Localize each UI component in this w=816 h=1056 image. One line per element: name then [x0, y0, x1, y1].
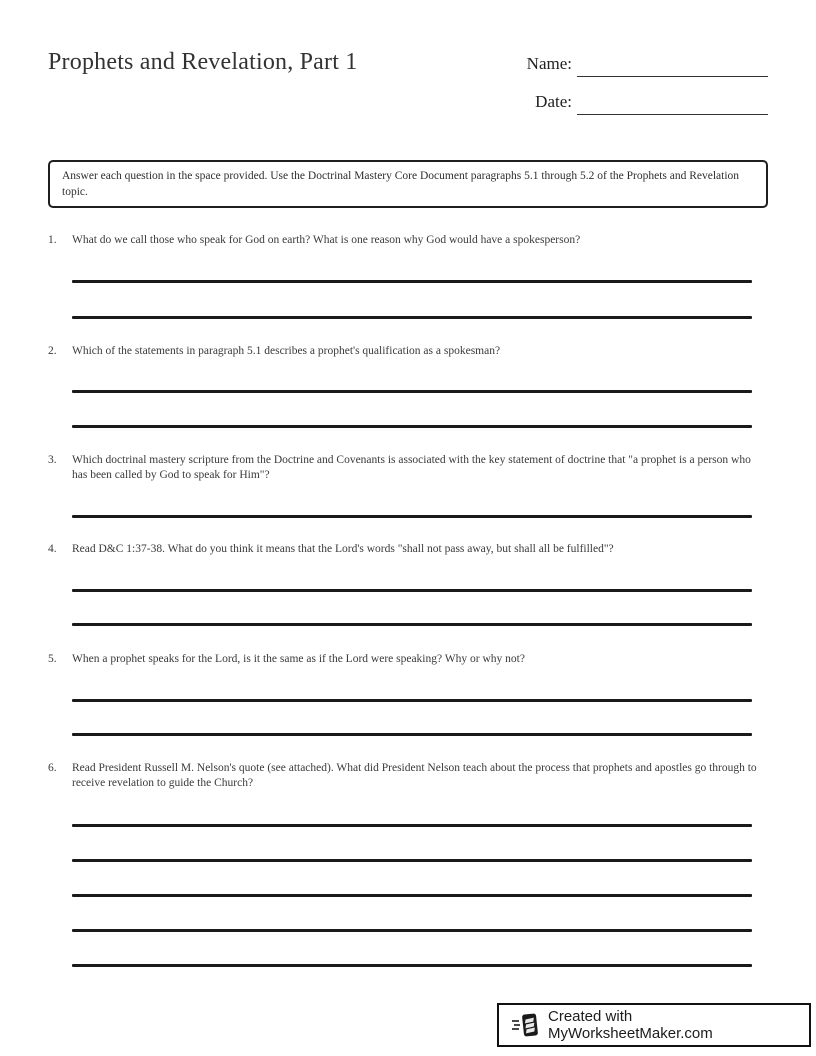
answer-line [72, 929, 752, 932]
answer-line [72, 316, 752, 319]
question-text: Read President Russell M. Nelson's quote (see attached). What did President Nelson teach about the process that prophets and apostles go through to receive revelation to guide the Church? [72, 762, 757, 789]
question-number: 3. [48, 454, 57, 466]
question-text: Which doctrinal mastery scripture from the Doctrine and Covenants is associated with the key statement of doctrine that "a prophet is a person who has been called by God to speak for Him"? [72, 454, 751, 481]
question-text: What do we call those who speak for God on earth? What is one reason why God would have a spokesperson? [72, 234, 581, 246]
answer-line [72, 699, 752, 702]
answer-line [72, 733, 752, 736]
question-text: Read D&C 1:37-38. What do you think it means that the Lord's words "shall not pass away, but shall all be fulfilled"? [72, 543, 614, 555]
name-label: Name: [526, 54, 572, 73]
answer-line [72, 390, 752, 393]
instructions-box [48, 160, 768, 208]
date-label: Date: [535, 92, 572, 111]
question-number: 2. [48, 345, 57, 357]
question-number: 4. [48, 543, 57, 555]
answer-line [72, 859, 752, 862]
instructions-text: Answer each question in the space provided. Use the Doctrinal Mastery Core Document paragraphs 5.1 through 5.2 of the Prophets and Revelation topic. [62, 170, 740, 198]
answer-line [72, 589, 752, 592]
question-number: 6. [48, 762, 57, 774]
worksheet-maker-logo-icon [511, 1011, 541, 1039]
question-text: Which of the statements in paragraph 5.1 describes a prophet's qualification as a spokesman? [72, 345, 501, 357]
answer-line [72, 280, 752, 283]
answer-line [72, 894, 752, 897]
answer-line [72, 623, 752, 626]
name-blank-line [577, 76, 768, 77]
question-text: When a prophet speaks for the Lord, is it the same as if the Lord were speaking? Why or why not? [72, 653, 525, 665]
answer-line [72, 824, 752, 827]
answer-line [72, 425, 752, 428]
question-number: 1. [48, 234, 57, 246]
date-blank-line [577, 114, 768, 115]
worksheet-maker-credit-badge[interactable] [497, 1003, 811, 1047]
worksheet-title: Prophets and Revelation, Part 1 [48, 49, 358, 75]
answer-line [72, 964, 752, 967]
credit-text: Created with MyWorksheetMaker.com [548, 1008, 713, 1042]
question-number: 5. [48, 653, 57, 665]
answer-line [72, 515, 752, 518]
